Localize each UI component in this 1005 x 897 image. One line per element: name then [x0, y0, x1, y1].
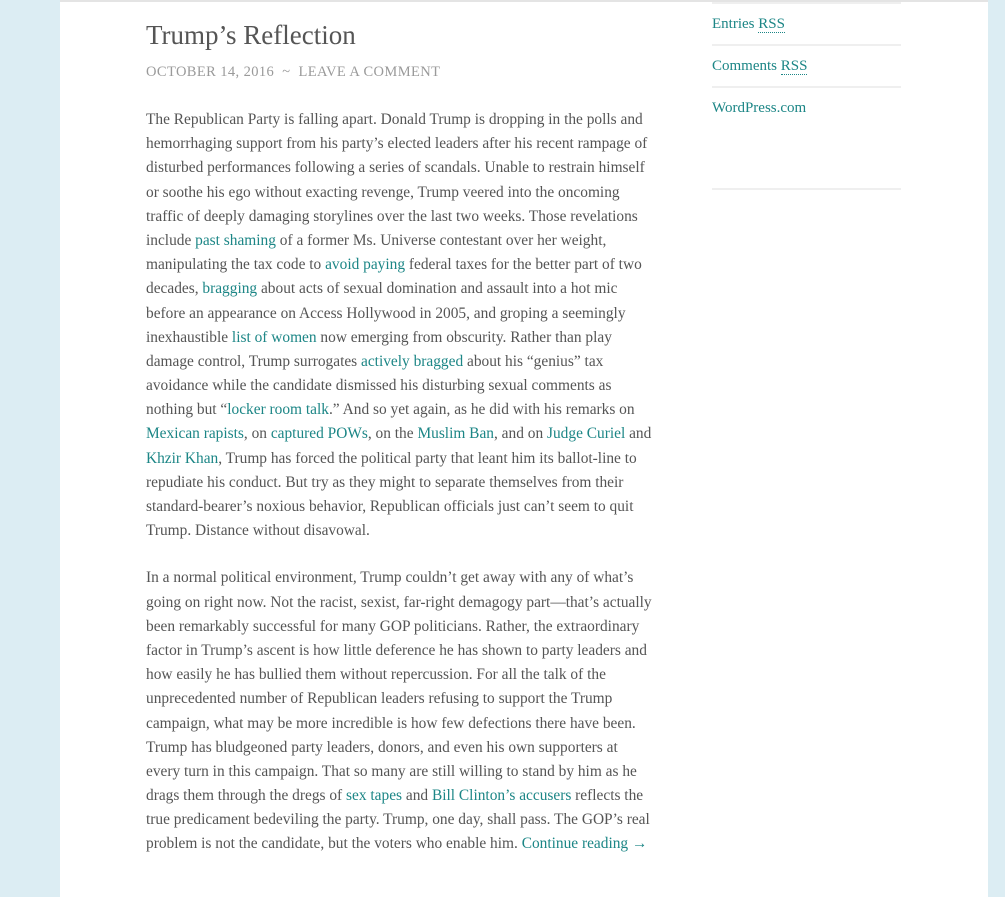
text-line	[146, 687, 686, 711]
text-line	[146, 374, 686, 398]
text-segment: , Trump has forced the political party that leant him its ballot-line to	[218, 449, 637, 467]
text-line	[146, 663, 686, 687]
text-segment: now emerging from obscurity. Rather than play	[316, 328, 612, 346]
text-segment: drags them through the dregs of	[146, 787, 347, 805]
entries-rss-link[interactable]	[712, 16, 785, 33]
inline-link[interactable]: list of women	[231, 328, 317, 346]
sidebar-item-entries-rss	[712, 2, 901, 46]
text-segment: and	[625, 425, 652, 443]
inline-link[interactable]: locker room talk	[227, 401, 329, 419]
text-segment: In a normal political environment, Trump couldn’t get away with any of what’s	[146, 569, 634, 587]
text-segment: avoidance while the candidate dismissed his disturbing sexual comments as	[146, 377, 612, 395]
comments-rss-link[interactable]	[712, 58, 807, 75]
leave-comment-link[interactable]: LEAVE A COMMENT	[298, 64, 441, 80]
text-segment: , and on	[493, 425, 547, 443]
inline-link[interactable]: Khzir Khan	[146, 449, 219, 467]
text-segment: or soothe his ego without exacting revenge, Trump veered into the oncoming	[146, 183, 620, 201]
text-line	[146, 471, 686, 495]
meta-separator: ~	[282, 64, 291, 80]
text-line	[146, 447, 686, 471]
sidebar-item-comments-rss	[712, 46, 901, 88]
text-line	[146, 108, 686, 132]
post-paragraph	[146, 108, 686, 543]
post-paragraph	[146, 566, 686, 856]
post-content	[146, 108, 686, 880]
inline-link[interactable]: bragging	[202, 280, 258, 298]
text-line	[146, 591, 686, 615]
text-segment: standard-bearer’s noxious behavior, Republican officials just can’t seem to quit	[146, 498, 634, 515]
text-line	[146, 808, 686, 832]
text-segment: reflects the	[571, 787, 644, 805]
inline-link[interactable]: sex tapes	[346, 787, 403, 805]
text-line	[146, 205, 686, 229]
text-line	[146, 832, 686, 856]
text-segment: about acts of sexual domination and assault into a hot mic	[257, 280, 618, 298]
text-line	[146, 277, 686, 301]
sidebar-meta-widget	[712, 2, 901, 190]
text-line	[146, 615, 686, 639]
post-title[interactable]: Trump’s Reflection	[146, 20, 356, 50]
post-date-link[interactable]: OCTOBER 14, 2016	[146, 64, 275, 80]
text-line	[146, 253, 686, 277]
text-line	[146, 398, 686, 422]
text-line	[146, 495, 686, 519]
text-segment: nothing but “	[146, 401, 228, 419]
text-segment: The Republican Party is falling apart. Donald Trump is dropping in the polls and	[146, 111, 643, 128]
page-container	[60, 0, 988, 897]
text-segment: disturbed performances following a series of scandals. Unable to restrain himself	[146, 159, 645, 177]
text-line	[146, 736, 686, 760]
text-segment: unprecedented number of Republican leaders refusing to support the Trump	[146, 690, 613, 708]
text-segment: .” And so yet again, as he did with his remarks on	[328, 401, 635, 419]
text-segment: campaign, what may be more incredible is how few defections there have been.	[146, 714, 636, 732]
text-line	[146, 132, 686, 156]
text-line	[146, 350, 686, 374]
text-line	[146, 760, 686, 784]
text-segment: , on the	[367, 425, 418, 443]
link-label: Comments	[712, 58, 781, 74]
link-label: Entries	[712, 16, 759, 32]
text-line	[146, 156, 686, 180]
inline-link[interactable]: Bill Clinton’s accusers	[431, 787, 572, 805]
inline-link[interactable]: Muslim Ban	[417, 425, 494, 443]
text-line	[146, 302, 686, 326]
text-segment: decades,	[146, 280, 203, 298]
text-line	[146, 639, 686, 663]
rss-abbr: RSS	[780, 58, 808, 74]
text-line	[146, 712, 686, 736]
rss-abbr: RSS	[758, 16, 785, 32]
text-line	[146, 784, 686, 808]
inline-link[interactable]: Judge Curiel	[547, 425, 626, 443]
text-line	[146, 326, 686, 350]
text-segment: hemorrhaging support from his party’s elected leaders after his recent rampage of	[146, 135, 648, 153]
text-segment: every turn in this campaign. That so many are still willing to stand by him as he	[146, 762, 637, 780]
wordpress-link[interactable]: WordPress.com	[712, 100, 807, 116]
text-segment: , on	[243, 425, 271, 443]
text-segment: include	[146, 231, 196, 249]
inline-link[interactable]: captured POWs	[270, 425, 368, 443]
text-segment: and	[402, 787, 432, 805]
text-segment: Trump has bludgeoned party leaders, donors, and even his own supporters at	[146, 738, 618, 756]
text-segment: of a former Ms. Universe contestant over her weight,	[275, 231, 607, 249]
sidebar-divider	[712, 128, 901, 190]
text-segment: been remarkably successful for many GOP politicians. Rather, the extraordinary	[146, 617, 640, 635]
text-segment: before an appearance on Access Hollywood in 2005, and groping a seemingly	[146, 304, 626, 322]
inline-link[interactable]: Mexican rapists	[146, 425, 244, 443]
text-segment: true predicament bedeviling the party. Trump, one day, shall pass. The GOP’s real	[146, 811, 650, 829]
text-segment: problem is not the candidate, but the voters who enable him.	[146, 835, 522, 853]
inline-link[interactable]: avoid paying	[325, 256, 406, 274]
inline-link[interactable]: past shaming	[195, 231, 276, 249]
text-segment: inexhaustible	[146, 328, 232, 346]
text-line	[146, 422, 686, 446]
inline-link[interactable]: actively bragged	[361, 352, 464, 370]
text-line	[146, 519, 686, 543]
text-segment: how easily he has bullied them without repercussion. For all the talk of the	[146, 666, 606, 684]
text-line	[146, 229, 686, 253]
text-segment: factor in Trump’s ascent is how little deference he has shown to party leaders and	[146, 641, 647, 659]
text-segment: going on right now. Not the racist, sexist, far-right demagogy part—that’s actually	[146, 593, 652, 611]
text-segment: damage control, Trump surrogates	[146, 352, 362, 370]
text-segment: federal taxes for the better part of two	[405, 256, 642, 274]
post-meta	[146, 64, 440, 81]
text-line	[146, 566, 686, 590]
text-segment: about his “genius” tax	[463, 352, 604, 370]
text-segment: manipulating the tax code to	[146, 256, 326, 274]
text-line	[146, 181, 686, 205]
text-segment: Trump. Distance without disavowal.	[146, 522, 370, 540]
sidebar-item-wordpress	[712, 88, 901, 128]
inline-link[interactable]: Continue reading →	[521, 835, 648, 853]
text-segment: traffic of deeply damaging storylines over the last two weeks. Those revelations	[146, 207, 638, 225]
text-segment: repudiate his conduct. But try as they might to separate themselves from their	[146, 473, 624, 491]
